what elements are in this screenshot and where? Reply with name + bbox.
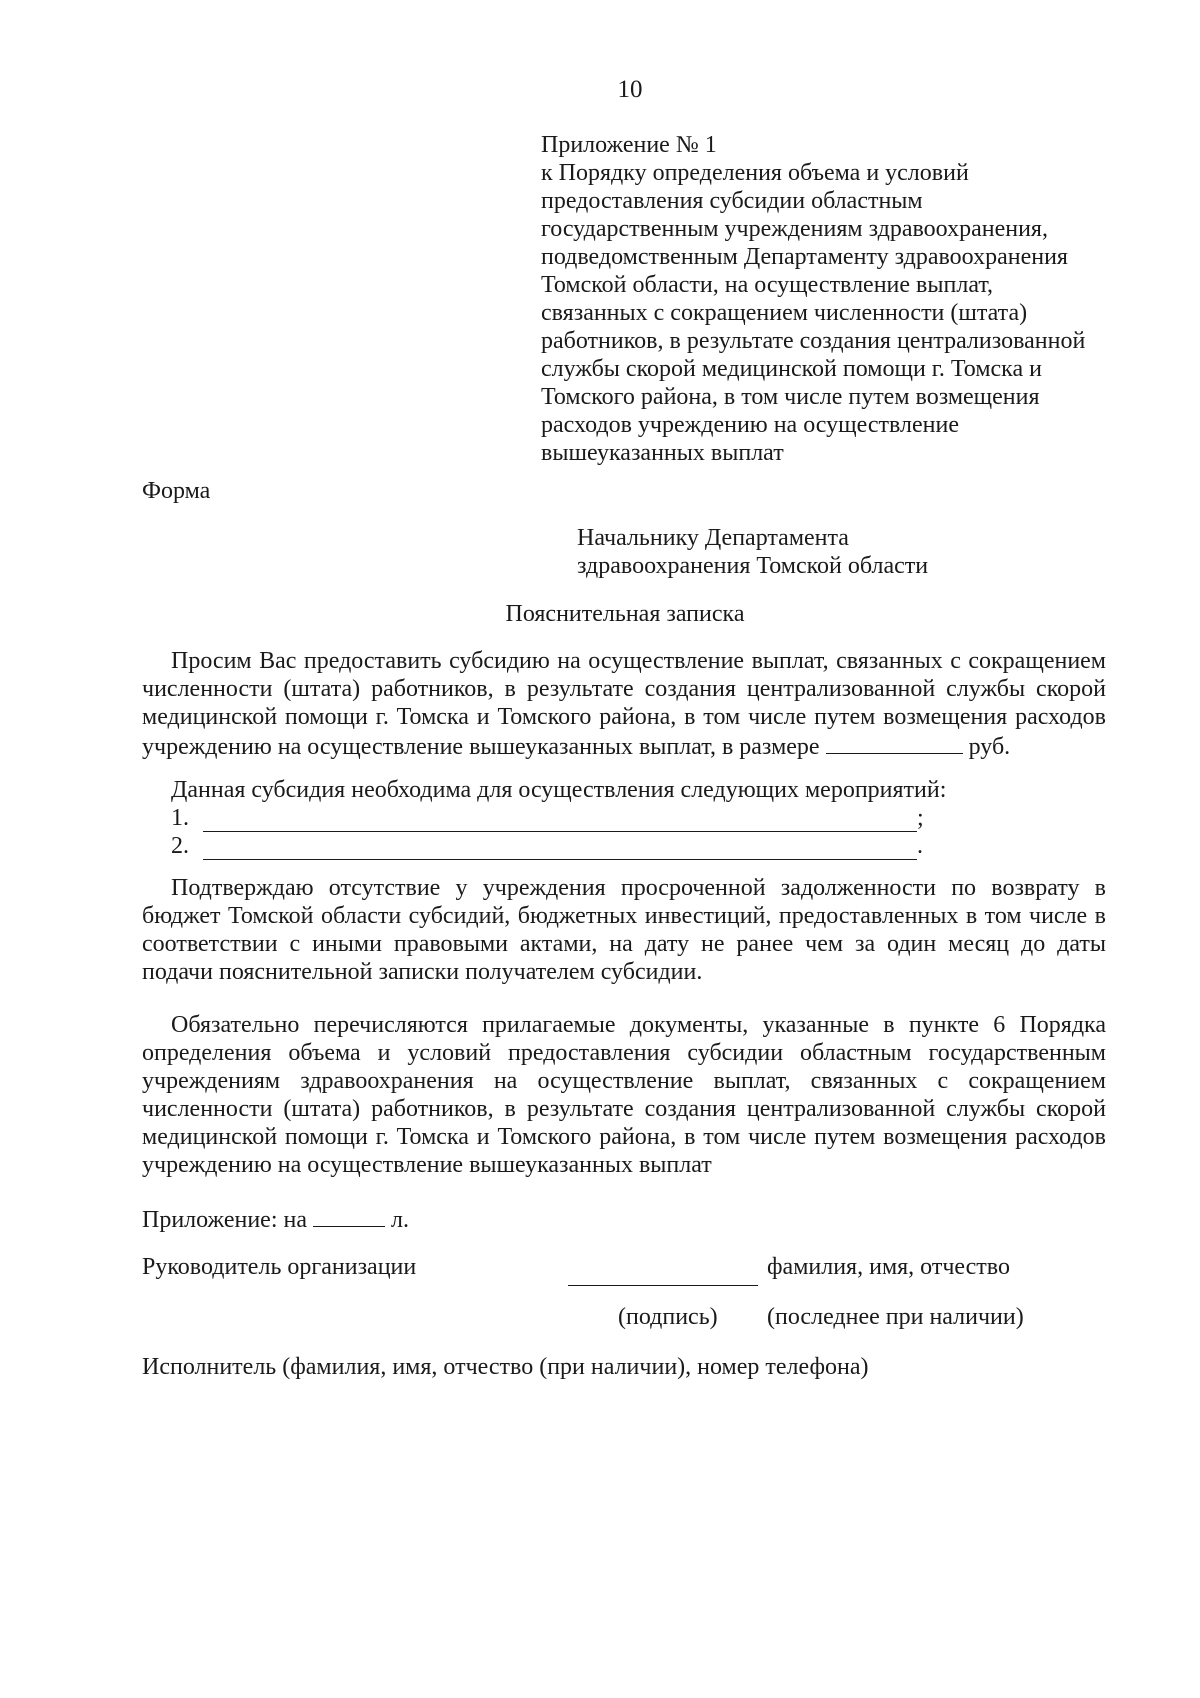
request-paragraph	[142, 647, 1106, 759]
appendix-line: к Порядку определения объема и условий	[541, 160, 969, 186]
name-caption: (последнее при наличии)	[767, 1304, 1024, 1330]
activities-intro: Данная субсидия необходима для осуществления следующих мероприятий:	[171, 777, 947, 803]
appendix-line: Томского района, в том числе путем возмещения	[541, 384, 1040, 410]
amount-blank-field[interactable]	[826, 731, 963, 754]
activity-blank-field[interactable]	[203, 807, 917, 832]
appendix-line: государственным учреждениям здравоохранения,	[541, 216, 1048, 242]
appendix-line: Приложение № 1	[541, 132, 717, 158]
confirmation-paragraph	[142, 874, 1106, 986]
text-line: учреждениям здравоохранения на осуществление выплат, связанных с сокращением	[142, 1068, 1106, 1094]
activity-item	[171, 832, 923, 860]
appendix-line: подведомственным Департаменту здравоохранения	[541, 244, 1068, 270]
appendix-line: Томской области, на осуществление выплат,	[541, 272, 994, 298]
name-label: фамилия, имя, отчество	[767, 1254, 1010, 1280]
activity-blank-field[interactable]	[203, 835, 917, 860]
appendix-line: расходов учреждению на осуществление	[541, 412, 959, 438]
document-title: Пояснительная записка	[505, 601, 745, 627]
addressee-line: здравоохранения Томской области	[577, 553, 929, 579]
text-line: Просим Вас предоставить субсидию на осуществление выплат, связанных с сокращением	[171, 648, 1106, 674]
attachment-suffix: л.	[390, 1207, 409, 1233]
signature-blank-field[interactable]	[568, 1285, 758, 1286]
form-label: Форма	[142, 478, 211, 504]
text-line: Обязательно перечисляются прилагаемые документы, указанные в пункте 6 Порядка	[171, 1012, 1106, 1038]
appendix-header	[541, 131, 1085, 467]
activity-end: .	[917, 833, 923, 859]
amount-line	[142, 731, 1106, 759]
attachment-pages-blank-field[interactable]	[313, 1204, 385, 1227]
signature-caption: (подпись)	[618, 1304, 718, 1330]
addressee-line: Начальнику Департамента	[577, 525, 849, 551]
text-line: численности (штата) работников, в результате создания централизованной службы скорой	[142, 676, 1106, 702]
attachment-prefix: Приложение: на	[142, 1207, 307, 1233]
text-line: соответствии с иными правовыми актами, на дату не ранее чем за один месяц до даты	[142, 931, 1106, 957]
amount-suffix: руб.	[968, 734, 1011, 760]
text-line: определения объема и условий предоставления субсидии областным государственным	[142, 1040, 1106, 1066]
head-label: Руководитель организации	[142, 1254, 417, 1280]
documents-paragraph	[142, 1011, 1106, 1179]
activity-item	[171, 804, 924, 832]
executor-line: Исполнитель (фамилия, имя, отчество (при наличии), номер телефона)	[142, 1354, 869, 1380]
appendix-line: работников, в результате создания централизованной	[541, 328, 1086, 354]
text-line: учреждению на осуществление вышеуказанных выплат	[142, 1152, 712, 1178]
text-line: медицинской помощи г. Томска и Томского района, в том числе путем возмещения расходов	[142, 704, 1106, 730]
amount-prefix: учреждению на осуществление вышеуказанных выплат, в размере	[142, 734, 820, 760]
attachment-line	[142, 1204, 409, 1234]
page-number: 10	[617, 76, 643, 103]
text-line: подачи пояснительной записки получателем субсидии.	[142, 959, 703, 985]
activity-number: 1.	[171, 805, 189, 831]
text-line: численности (штата) работников, в результате создания централизованной службы скорой	[142, 1096, 1106, 1122]
appendix-line: связанных с сокращением численности (штата)	[541, 300, 1028, 326]
text-line: медицинской помощи г. Томска и Томского района, в том числе путем возмещения расходов	[142, 1124, 1106, 1150]
appendix-line: вышеуказанных выплат	[541, 440, 784, 466]
text-line: Подтверждаю отсутствие у учреждения просроченной задолженности по возврату в	[171, 875, 1106, 901]
addressee	[577, 524, 928, 580]
appendix-line: службы скорой медицинской помощи г. Томска и	[541, 356, 1042, 382]
activity-end: ;	[917, 805, 924, 831]
activity-number: 2.	[171, 833, 189, 859]
text-line: бюджет Томской области субсидий, бюджетных инвестиций, предоставленных в том числе в	[142, 903, 1106, 929]
appendix-line: предоставления субсидии областным	[541, 188, 923, 214]
